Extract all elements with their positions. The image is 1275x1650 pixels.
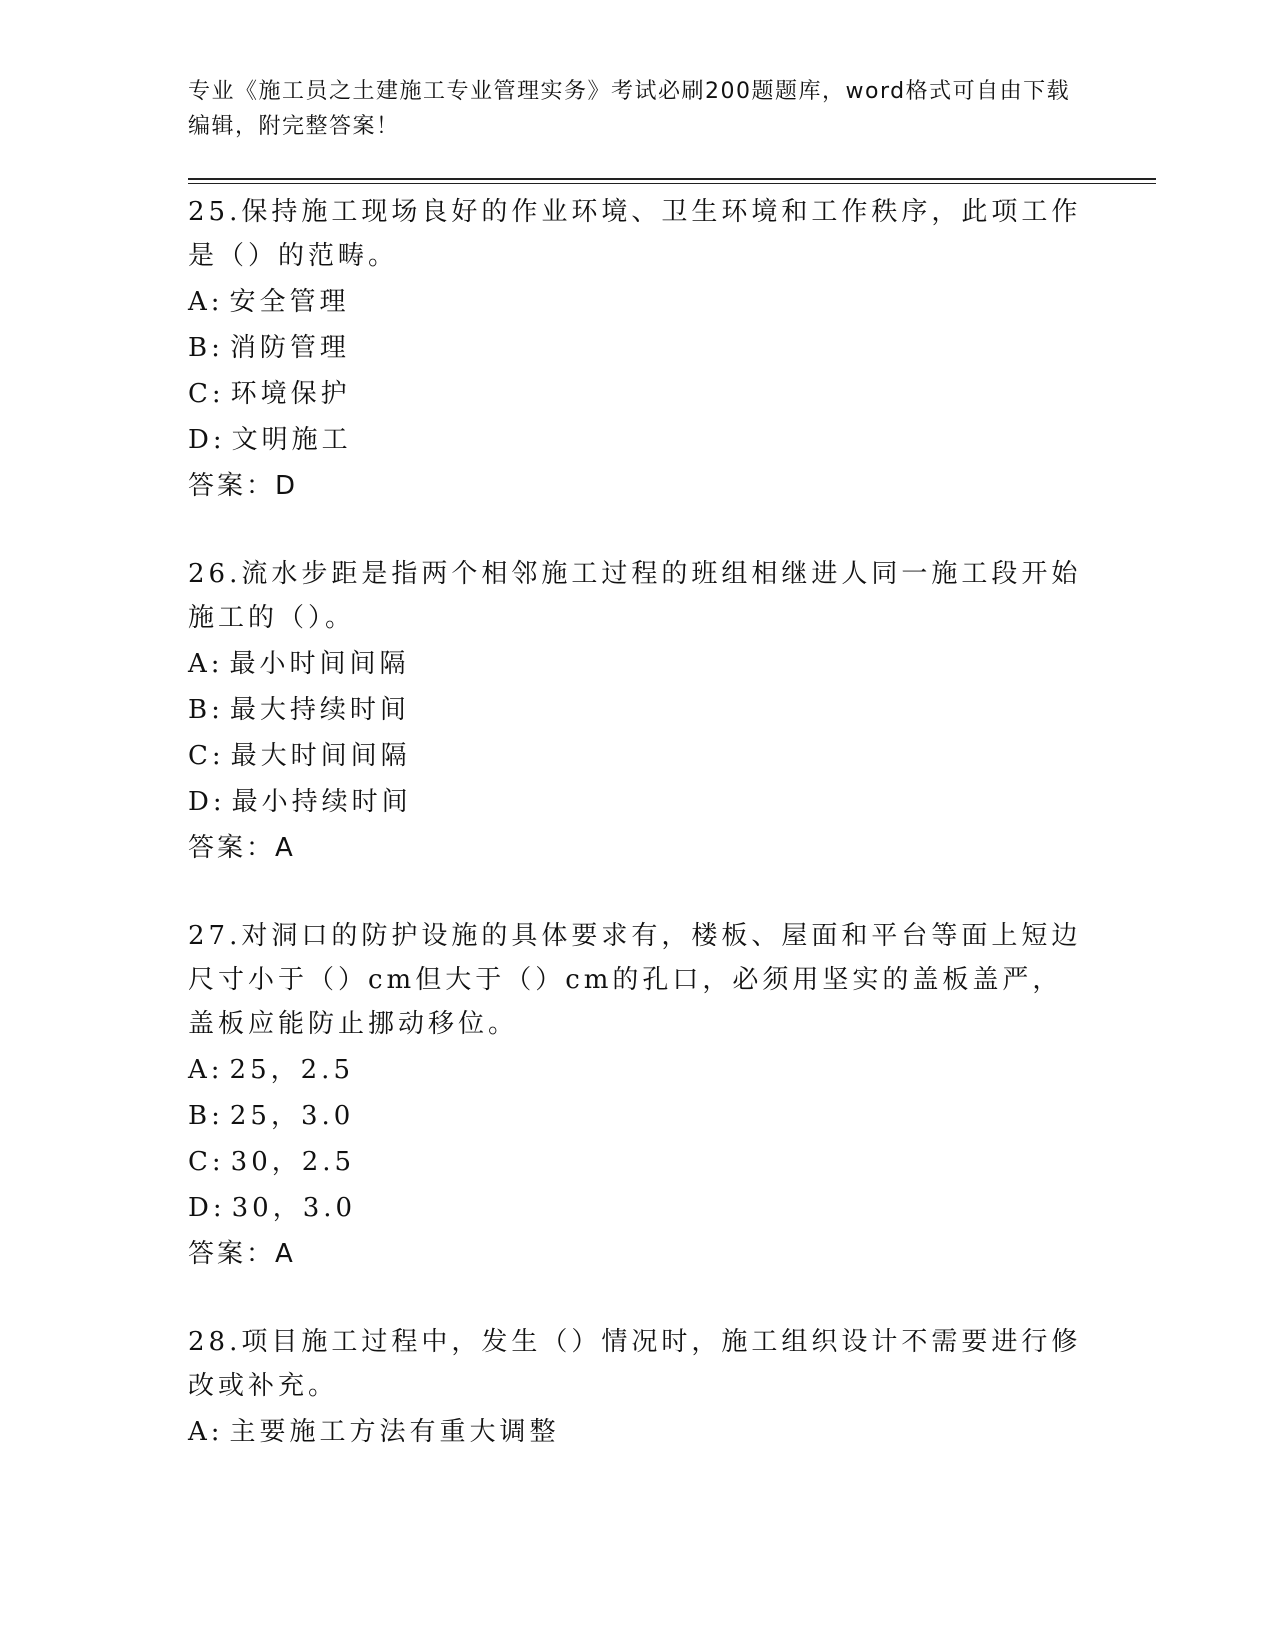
document-header: 专业《施工员之土建施工专业管理实务》考试必刷200题题库，word格式可自由下载编辑，附完整答案！ xyxy=(188,79,1071,139)
option-d xyxy=(188,418,1088,462)
option-letter: A: xyxy=(188,287,224,317)
option-a xyxy=(188,280,1088,324)
option-c xyxy=(188,1140,1088,1184)
option-text: 最大时间间隔 xyxy=(230,741,411,771)
option-text: 主要施工方法有重大调整 xyxy=(229,1417,560,1447)
option-letter: B: xyxy=(188,1101,224,1131)
option-text: 最小时间间隔 xyxy=(229,649,410,679)
question-25 xyxy=(188,190,1088,508)
question-stem: 26.流水步距是指两个相邻施工过程的班组相继进人同一施工段开始施工的（）。 xyxy=(188,559,1082,633)
question-28 xyxy=(188,1320,1088,1454)
question-stem: 25.保持施工现场良好的作业环境、卫生环境和工作秩序，此项工作是（）的范畴。 xyxy=(188,197,1082,271)
option-letter: B: xyxy=(188,695,224,725)
option-letter: C: xyxy=(188,379,225,409)
option-text: 环境保护 xyxy=(230,379,351,409)
option-text: 30，3.0 xyxy=(231,1193,357,1223)
option-letter: A: xyxy=(188,1055,224,1085)
option-c xyxy=(188,372,1088,416)
option-text: 文明施工 xyxy=(231,425,352,455)
option-text: 25，3.0 xyxy=(229,1101,355,1131)
question-27 xyxy=(188,914,1088,1276)
answer-line: 答案：A xyxy=(188,833,296,863)
header-rule-thin xyxy=(188,183,1156,184)
option-letter: D: xyxy=(188,425,226,455)
option-a xyxy=(188,1410,1088,1454)
option-text: 最小持续时间 xyxy=(231,787,412,817)
question-stem: 28.项目施工过程中，发生（）情况时，施工组织设计不需要进行修改或补充。 xyxy=(188,1327,1082,1401)
option-letter: B: xyxy=(188,333,224,363)
option-text: 30，2.5 xyxy=(230,1147,356,1177)
option-letter: C: xyxy=(188,741,225,771)
option-letter: D: xyxy=(188,1193,226,1223)
option-a xyxy=(188,642,1088,686)
option-text: 25，2.5 xyxy=(229,1055,354,1085)
option-d xyxy=(188,780,1088,824)
option-b xyxy=(188,688,1088,732)
option-letter: A: xyxy=(188,1417,224,1447)
question-stem: 27.对洞口的防护设施的具体要求有，楼板、屋面和平台等面上短边尺寸小于（）cm但大于（）cm的孔口，必须用坚实的盖板盖严，盖板应能防止挪动移位。 xyxy=(188,921,1082,1039)
option-b xyxy=(188,326,1088,370)
option-text: 消防管理 xyxy=(229,333,350,363)
option-letter: C: xyxy=(188,1147,225,1177)
option-a xyxy=(188,1048,1088,1092)
answer-line: 答案：D xyxy=(188,471,299,501)
answer-line: 答案：A xyxy=(188,1239,296,1269)
header-rule-thick xyxy=(188,178,1156,180)
question-list xyxy=(188,190,1088,1498)
option-letter: A: xyxy=(188,649,224,679)
option-letter: D: xyxy=(188,787,226,817)
option-b xyxy=(188,1094,1088,1138)
question-26 xyxy=(188,552,1088,870)
option-text: 安全管理 xyxy=(229,287,350,317)
option-c xyxy=(188,734,1088,778)
option-d xyxy=(188,1186,1088,1230)
option-text: 最大持续时间 xyxy=(229,695,410,725)
